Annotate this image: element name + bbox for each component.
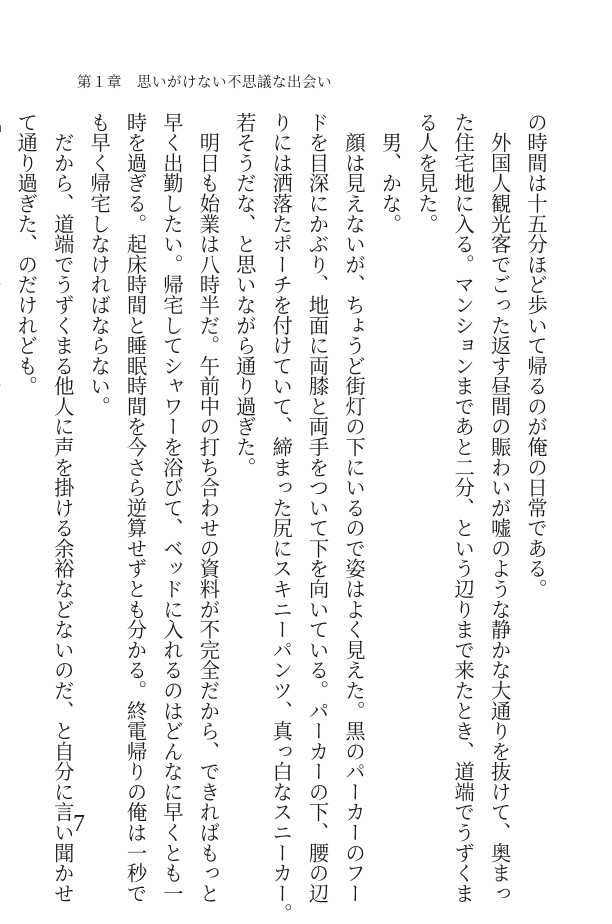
text-line: 早く出勤したい。帰宅してシャワーを浴びて、ベッドに入れるのはどんなに早くとも一	[159, 112, 184, 904]
text-line: た住宅地に入る。マンションまであと二分、という辺りまで来たとき、道端でうずくま	[451, 112, 476, 904]
text-line: りには洒落たポーチを付けていて、締まった尻にスキニーパンツ、真っ白なスニーカー。	[269, 112, 294, 924]
text-line	[0, 112, 8, 836]
text-line: 男、かな。	[378, 112, 403, 234]
text-line: 若そうだな、と思いながら通り過ぎた。	[232, 112, 257, 478]
running-head: 第１章 思いがけない不思議な出会い	[77, 75, 332, 91]
text-line: ドを目深にかぶり、地面に両膝と両手をついて下を向いている。パーカーの下、腰の辺	[305, 112, 330, 904]
body-text	[14, 112, 554, 924]
page-number: 7	[73, 811, 85, 837]
text-line: の時間は十五分ほど歩いて帰るのが俺の日常である。	[524, 112, 548, 599]
text-line: る人を見た。	[414, 112, 439, 234]
text-line: て通り過ぎた、のだけれども。	[14, 112, 39, 397]
text-line: 外国人観光客でごった返す昼間の賑わいが嘘のような静かな大通りを抜けて、奥まっ	[487, 112, 512, 904]
text-line: も早く帰宅しなければならない。	[87, 112, 112, 417]
text-line: 時を過ぎる。起床時間と睡眠時間を今さら逆算せずとも分かる。終電帰りの俺は一秒で	[123, 112, 148, 904]
text-line: 顔は見えないが、ちょうど街灯の下にいるので姿はよく見えた。黒のパーカーのフー	[341, 112, 366, 904]
text-line: 明日も始業は八時半だ。午前中の打ち合わせの資料が不完全だから、できればもっと	[196, 112, 221, 904]
text-line: だから、道端でうずくまる他人に声を掛ける余裕などないのだ、と自分に言い聞かせ	[50, 112, 75, 904]
